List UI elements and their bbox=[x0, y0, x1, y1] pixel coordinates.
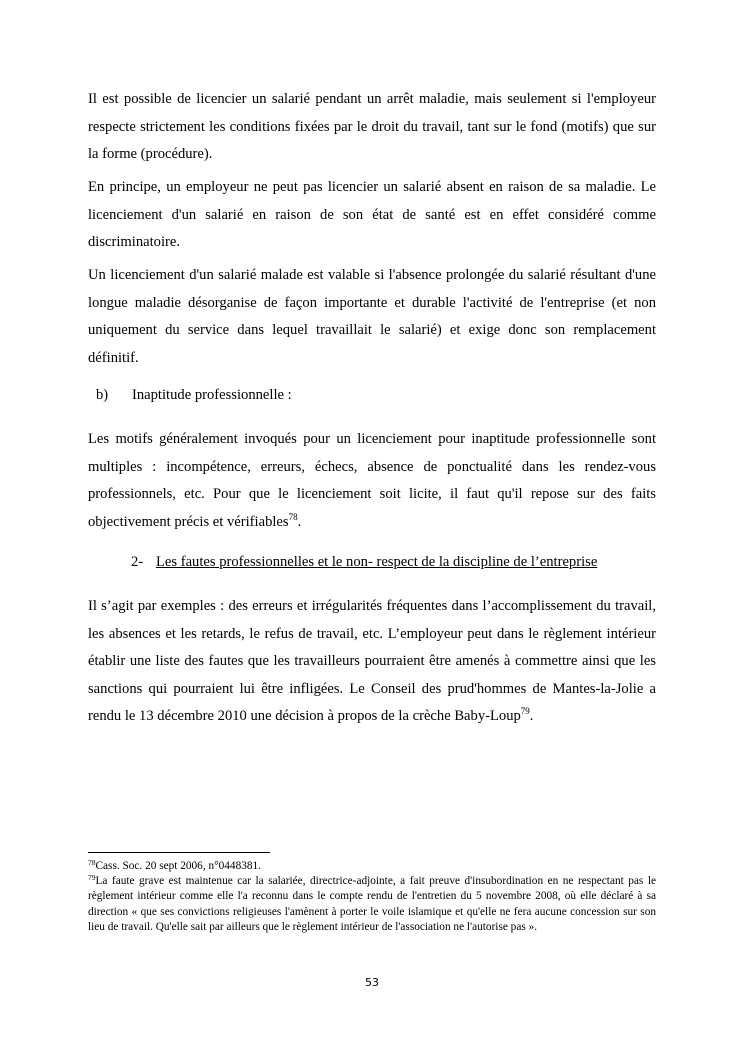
heading-title: Les fautes professionnelles et le non- respect de la discipline de l’entreprise bbox=[156, 554, 598, 570]
paragraph-tail: . bbox=[297, 513, 302, 530]
paragraph-sick-leave-dismissal: Il est possible de licencier un salarié pendant un arrêt maladie, mais seulement si l'employeur respecte strictement les conditions fixées par le droit du travail, tant sur le fond (motifs) que sur la forme (procédure). bbox=[88, 91, 656, 162]
paragraph-text: Il s’agit par exemples : des erreurs et irrégularités fréquentes dans l’accomplissement du travail, les absences et les retards, le refus de travail, etc. L’employeur peut dans le règlement intérieur établir une liste des fautes que les travailleurs pourraient être amenés à commettre ainsi que les sanctions qui pourraient lui être infligées. Le Conseil des prud'hommes de Mantes-la-Jolie a rendu le 13 décembre 2010 une décision à propos de la crèche Baby-Loup bbox=[88, 598, 656, 724]
page-number: 53 bbox=[365, 976, 379, 989]
paragraph-prolonged-absence: Un licenciement d'un salarié malade est valable si l'absence prolongée du salarié résultant d'une longue maladie désorganise de façon importante et durable l'activité de l'entreprise (et non uniquement du service dans lequel travaillait le salarié) et exige donc son remplacement définitif. bbox=[88, 267, 656, 366]
footnote-text: Cass. Soc. 20 sept 2006, n°0448381. bbox=[95, 860, 261, 872]
footnote-number: 78 bbox=[88, 858, 96, 867]
section-heading-inaptitude bbox=[96, 385, 292, 405]
paragraph-inaptitude-motives bbox=[88, 426, 656, 536]
heading-marker: 2- bbox=[131, 554, 144, 570]
section-heading-professional-faults bbox=[131, 552, 597, 572]
heading-title: Inaptitude professionnelle : bbox=[132, 387, 292, 403]
footnote-separator bbox=[88, 852, 270, 853]
paragraph-faults-examples bbox=[88, 593, 656, 731]
footnote-ref-78[interactable]: 78 bbox=[288, 511, 298, 522]
heading-marker: b) bbox=[96, 387, 109, 403]
footnote-ref-79[interactable]: 79 bbox=[520, 706, 530, 716]
paragraph-tail: . bbox=[529, 708, 534, 724]
footnote-text: La faute grave est maintenue car la salariée, directrice-adjointe, a fait preuve d'insubordination en ne respectant pas le règlement intérieur comme elle l'a reconnu dans le compte rendu de l'entretien du 5 novembre 2008, où elle déclaré à sa direction « que ses convictions religieuses l'amènent à porter le voile islamique et qu'elle ne fera aucune concession sur son lieu de travail. Qu'elle sait par ailleurs que le règlement intérieur de l'association ne l'autorise pas ». bbox=[88, 875, 656, 933]
paragraph-discrimination: En principe, un employeur ne peut pas licencier un salarié absent en raison de sa maladie. Le licenciement d'un salarié en raison de son état de santé est en effet considéré comme discriminatoire. bbox=[88, 179, 656, 250]
footnote-78 bbox=[88, 859, 656, 874]
paragraph-text: Les motifs généralement invoqués pour un licenciement pour inaptitude professionnelle sont multiples : incompétence, erreurs, échecs, absence de ponctualité dans les rendez-vous professionnels, etc. Pour que le licenciement soit licite, il faut qu'il repose sur des faits objectivement précis et vérifiables bbox=[88, 431, 656, 530]
footnote-79 bbox=[88, 874, 656, 935]
footnotes bbox=[88, 859, 656, 935]
footnote-number: 79 bbox=[88, 873, 96, 883]
